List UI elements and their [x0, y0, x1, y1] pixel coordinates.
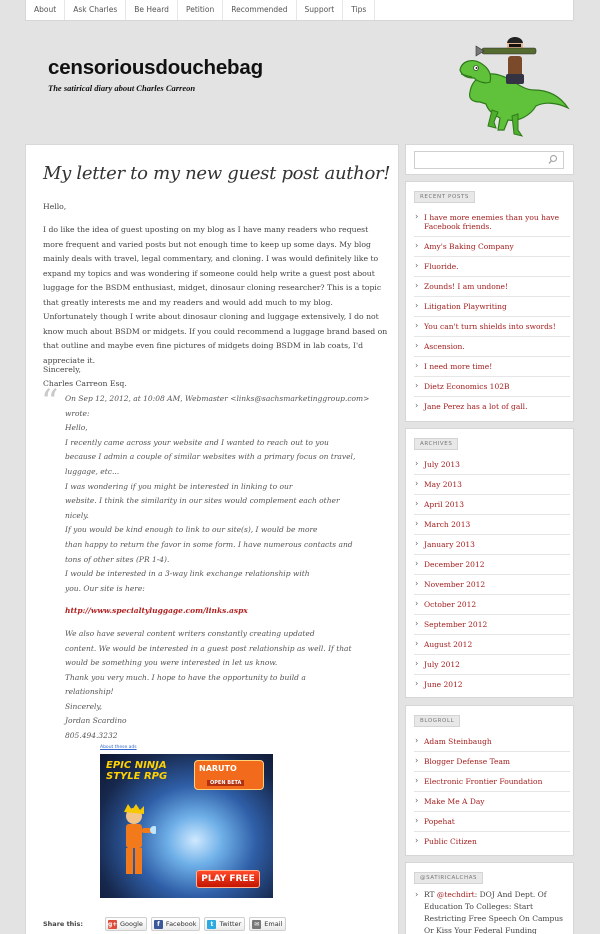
post-content — [25, 144, 399, 934]
quote-line: Jordan Scardino — [65, 716, 127, 726]
recent-post-link[interactable]: › Amy's Baking Company — [414, 236, 570, 256]
archive-month-link[interactable]: › June 2012 — [414, 674, 570, 694]
play-free-button[interactable]: PLAY FREE — [196, 870, 260, 888]
twitter-title: @SATIRICALCHAS — [414, 872, 483, 884]
recent-post-link[interactable]: › I need more time! — [414, 356, 570, 376]
blogroll-link[interactable]: › Make Me A Day — [414, 791, 570, 811]
quote-line: tons of other sites (PR 1-4). — [65, 554, 170, 564]
share-twitter-button[interactable] — [204, 917, 245, 931]
quote-line: website. I think the similarity in our sites would complement each other — [65, 496, 340, 506]
twitter-icon: t — [207, 920, 216, 929]
quote-mark-icon: “ — [41, 382, 59, 422]
tweet-prefix: RT — [424, 890, 437, 899]
blogroll-link[interactable]: › Electronic Frontier Foundation — [414, 771, 570, 791]
archives-list — [414, 455, 570, 694]
archive-month-link[interactable]: › August 2012 — [414, 634, 570, 654]
nav-item-tips[interactable]: Tips — [343, 0, 375, 20]
tweet — [414, 889, 570, 934]
archive-month-link[interactable]: › May 2013 — [414, 474, 570, 494]
quote-line: 805.494.3232 — [65, 731, 118, 741]
nav-item-ask-charles[interactable]: Ask Charles — [65, 0, 126, 20]
top-navigation — [25, 0, 574, 21]
archive-month-link[interactable]: › July 2012 — [414, 654, 570, 674]
quote-line: nicely. — [65, 510, 89, 520]
recent-posts-widget — [405, 181, 574, 422]
nav-item-about[interactable]: About — [26, 0, 65, 20]
quote-line: would be something you were interested in let us know. — [65, 658, 278, 668]
archive-month-link[interactable]: › January 2013 — [414, 534, 570, 554]
archives-title: ARCHIVES — [414, 438, 458, 450]
quote-line: because I admin a couple of similar websites with a primary focus on travel, — [65, 452, 356, 462]
twitter-widget — [405, 862, 574, 934]
advertisement-banner[interactable] — [100, 754, 273, 898]
blogroll-list — [414, 732, 570, 851]
quote-line: Sincerely, — [65, 701, 103, 711]
recent-post-link[interactable]: › Ascension. — [414, 336, 570, 356]
quote-line: We also have several content writers constantly creating updated — [65, 628, 315, 638]
blogroll-link[interactable]: › Popehat — [414, 811, 570, 831]
archive-month-link[interactable]: › December 2012 — [414, 554, 570, 574]
archive-month-link[interactable]: › April 2013 — [414, 494, 570, 514]
blogroll-link[interactable]: › Blogger Defense Team — [414, 751, 570, 771]
nav-item-support[interactable]: Support — [297, 0, 344, 20]
archive-month-link[interactable]: › September 2012 — [414, 614, 570, 634]
blogroll-link[interactable]: › Adam Steinbaugh — [414, 732, 570, 751]
post-signature: Charles Carreon Esq. — [43, 379, 127, 388]
share-button-label: Google — [120, 920, 143, 928]
quote-part-b — [65, 627, 385, 744]
quote-line: If you would be kind enough to link to our site(s), I would be more — [65, 525, 318, 535]
mascot-dinosaur-rider-image — [452, 30, 574, 138]
post-closing: Sincerely, — [43, 365, 81, 374]
quote-part-a — [65, 392, 385, 596]
archive-month-link[interactable]: › March 2013 — [414, 514, 570, 534]
post-body: I do like the idea of guest uposting on my blog as I have many readers who request more frequent and varied posts but not enough time to keep up some days. My blog mainly deals with travel, legal commentary, and cloning. I was would definitely like to expand my topics and was wondering if someone could help write a guest post about luggage for the BSDM enthusiast, midget, dinosaur cloning researcher? This is a topic that greatly interests me and my readers and would add much to my blog. Unfortunately though I write about dinosaur cloning and luggage extensively, I do not know much about BSDM or midgets. If you could recommend a luggage brand based on that outline and maybe even fine pictures of midgets doing BSDM in lab coats, I'd appreciate it. — [43, 225, 388, 365]
quote-line: Thank you very much. I hope to have the opportunity to build a — [65, 672, 306, 682]
nav-list — [26, 0, 573, 20]
ad-headline — [106, 760, 167, 782]
nav-item-petition[interactable]: Petition — [178, 0, 223, 20]
recent-post-link[interactable]: › Dietz Economics 102B — [414, 376, 570, 396]
ad-logo-text: NARUTO — [199, 764, 237, 773]
ad-logo-sub: OPEN BETA — [207, 780, 244, 786]
archive-month-link[interactable]: › October 2012 — [414, 594, 570, 614]
recent-post-link[interactable]: › I have more enemies than you have Facebook friends. — [414, 208, 570, 236]
quote-line: I was wondering if you might be interested in linking to our — [65, 481, 293, 491]
site-title[interactable]: censoriousdouchebag — [48, 56, 263, 79]
about-ads-link[interactable]: About these ads — [100, 745, 137, 750]
quote-line: than happy to return the favor in some form. I have numerous contacts and — [65, 539, 353, 549]
blogroll-link[interactable]: › Public Citizen — [414, 831, 570, 851]
quote-line: content. We would be interested in a guest post relationship as well. If that — [65, 643, 352, 653]
ad-headline-line-1: EPIC NINJA — [106, 760, 167, 771]
share-button-label: Twitter — [219, 920, 242, 928]
recent-post-link[interactable]: › Fluoride. — [414, 256, 570, 276]
nav-item-recommended[interactable]: Recommended — [223, 0, 296, 20]
recent-posts-list — [414, 208, 570, 416]
email-icon: ✉ — [254, 920, 260, 928]
quote-line: On Sep 12, 2012, at 10:08 AM, Webmaster <links@sachsmarketinggroup.com> wrote: — [65, 394, 370, 418]
quote-line: you. Our site is here: — [65, 583, 145, 593]
search-widget — [405, 144, 574, 175]
share-email-button[interactable] — [249, 917, 286, 931]
facebook-icon: f — [154, 920, 163, 929]
search-input[interactable] — [414, 151, 564, 169]
share-label: Share this: — [43, 920, 84, 928]
post-greeting: Hello, — [43, 202, 67, 211]
tweet-user-link[interactable]: @techdirt — [436, 890, 475, 899]
quote-line: I recently came across your website and I wanted to reach out to you — [65, 437, 329, 447]
post-title[interactable]: My letter to my new guest post author! — [43, 163, 391, 184]
quote-line: Hello, — [65, 423, 88, 433]
share-bar — [43, 917, 290, 931]
google-plus-icon: g+ — [108, 920, 118, 928]
nav-item-be-heard[interactable]: Be Heard — [126, 0, 178, 20]
share-button-label: Facebook — [165, 920, 197, 928]
recent-post-link[interactable]: › Zounds! I am undone! — [414, 276, 570, 296]
recent-post-link[interactable]: › You can't turn shields into swords! — [414, 316, 570, 336]
archive-month-link[interactable]: › November 2012 — [414, 574, 570, 594]
blockquote — [65, 392, 385, 744]
quote-line: I would be interested in a 3-way link exchange relationship with — [65, 569, 310, 579]
ad-game-logo — [194, 760, 264, 790]
archives-widget — [405, 428, 574, 698]
blogroll-title: BLOGROLL — [414, 715, 460, 727]
quote-line: relationship! — [65, 687, 114, 697]
share-buttons — [105, 917, 290, 931]
ad-headline-line-2: STYLE RPG — [106, 771, 168, 782]
blogroll-widget — [405, 705, 574, 856]
share-facebook-button[interactable] — [151, 917, 201, 931]
share-google-button[interactable] — [105, 917, 147, 931]
archive-month-link[interactable]: › July 2013 — [414, 455, 570, 474]
recent-posts-title: RECENT POSTS — [414, 191, 475, 203]
recent-post-link[interactable]: › Litigation Playwriting — [414, 296, 570, 316]
quote-line: luggage, etc... — [65, 466, 120, 476]
recent-post-link[interactable]: › Jane Perez has a lot of gall. — [414, 396, 570, 416]
site-description: The satirical diary about Charles Carreon — [48, 83, 196, 93]
share-button-label: Email — [264, 920, 283, 928]
search-icon[interactable] — [546, 153, 560, 167]
tweet-text: : DOJ And Dept. Of Education To Colleges: Start Restricting Free Speech On Campus Or Kiss Your Federal Funding — [424, 890, 564, 934]
ninja-character-icon — [112, 804, 156, 884]
specialty-luggage-link[interactable]: http://www.specialtyluggage.com/links.aspx — [65, 606, 248, 616]
